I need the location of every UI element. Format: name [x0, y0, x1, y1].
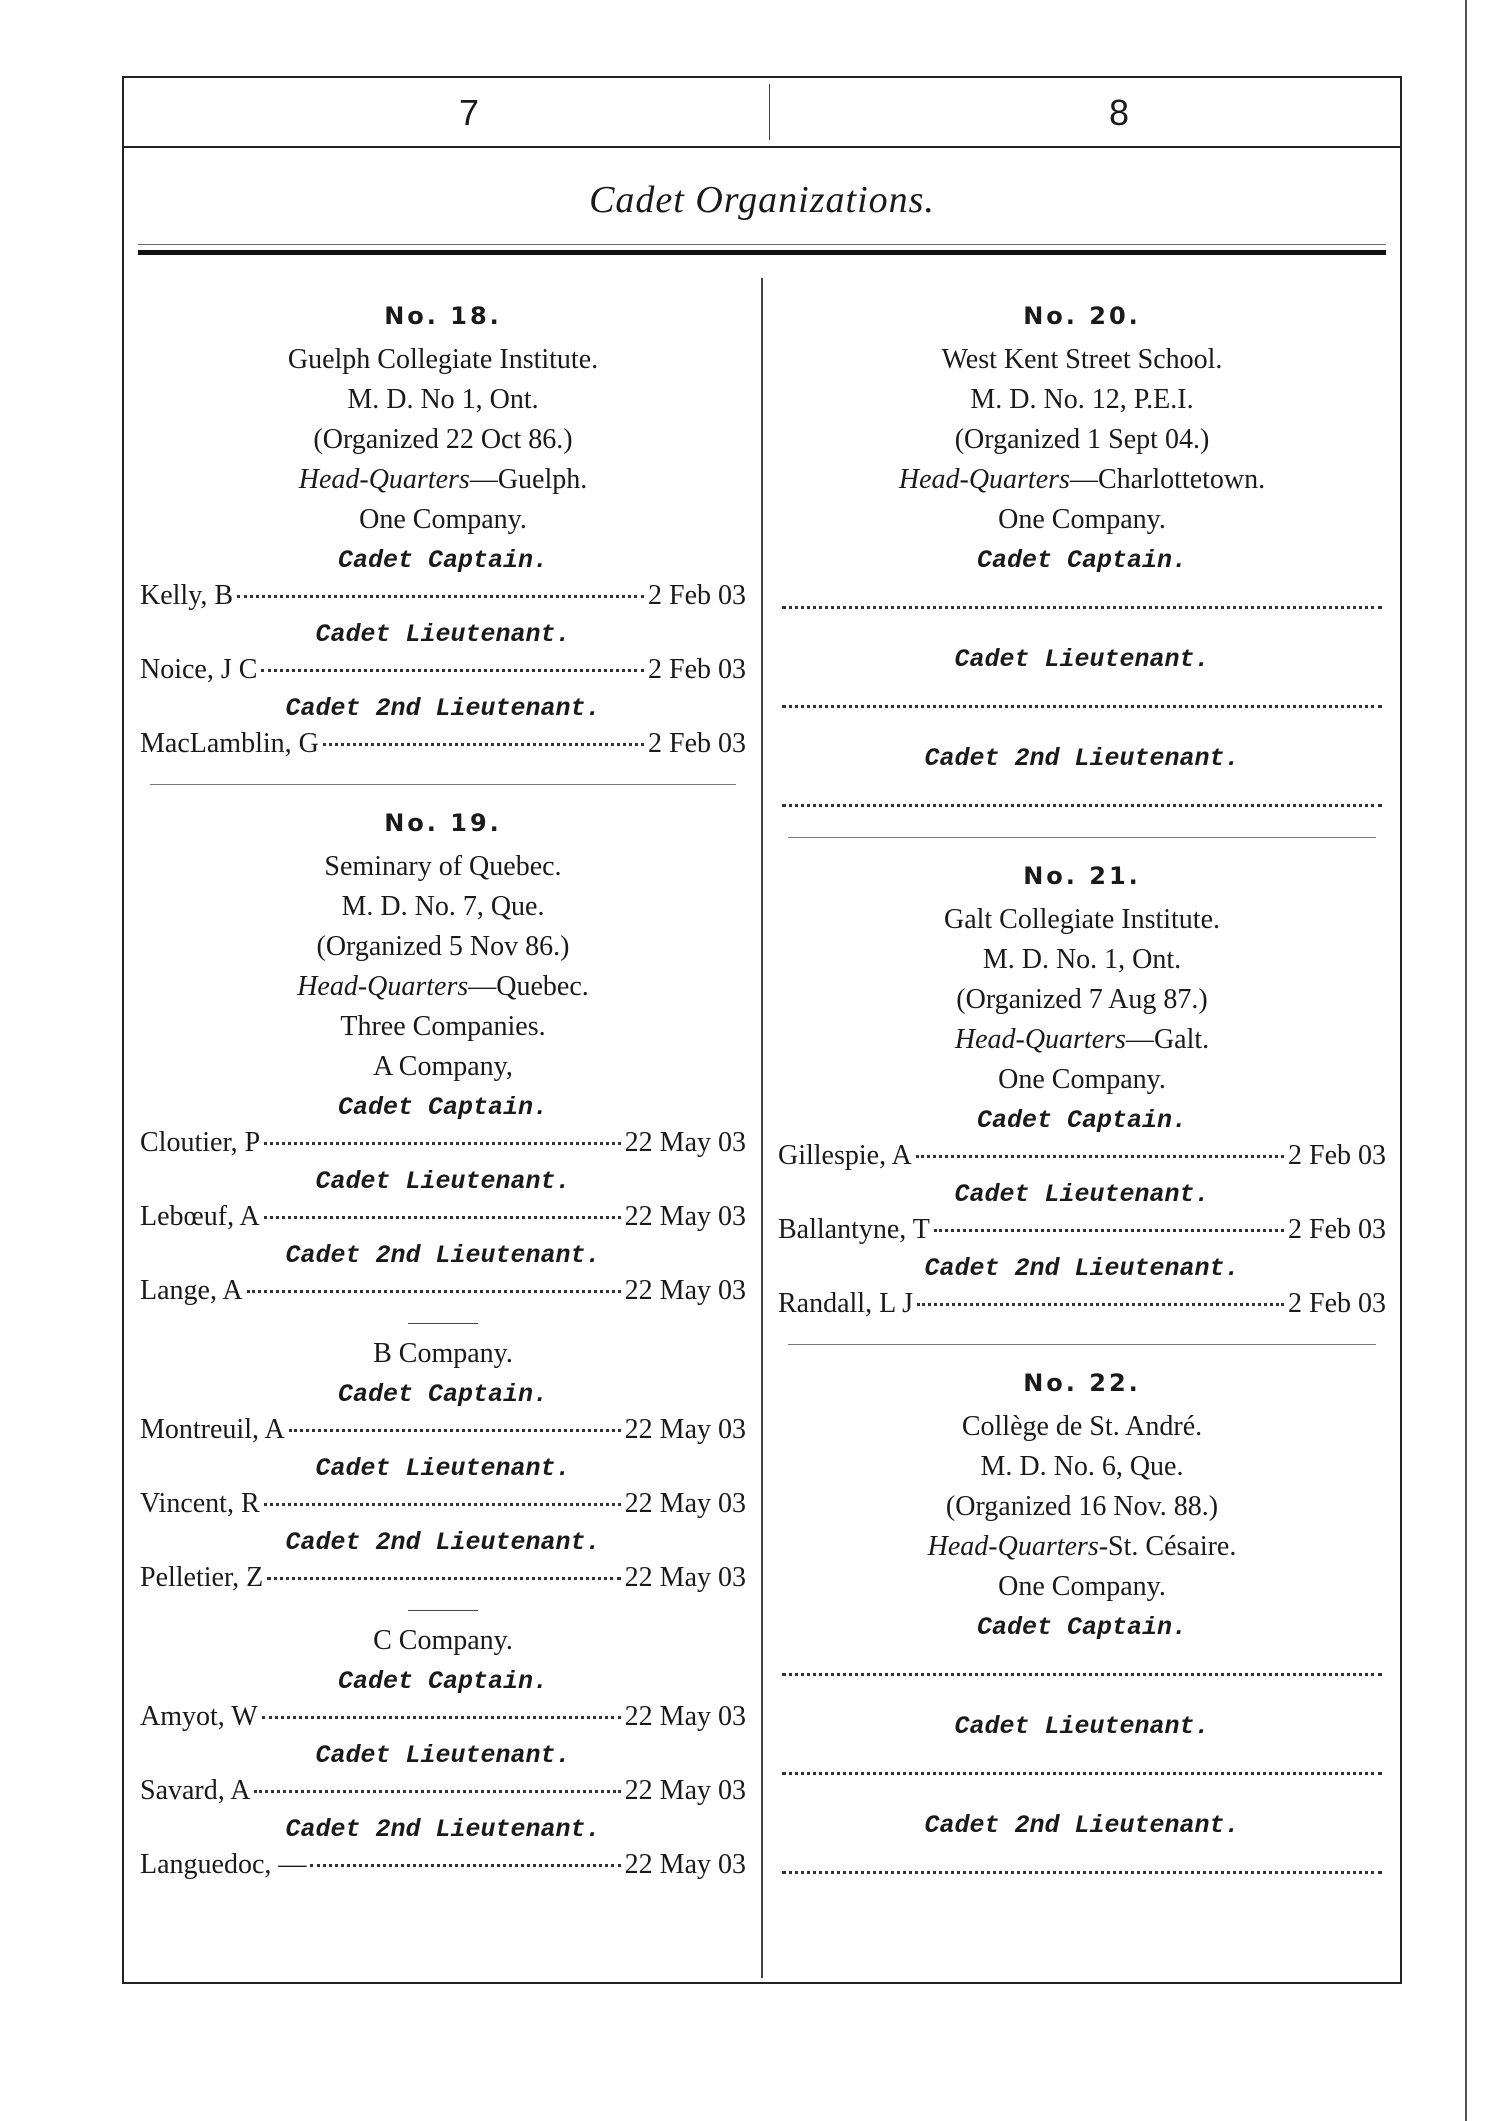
leader-dots [310, 1864, 620, 1867]
commission-date: 22 May 03 [624, 1201, 746, 1232]
role-lieutenant: Cadet Lieutenant. [954, 645, 1210, 674]
unit-name: Galt Collegiate Institute. [943, 904, 1221, 935]
commission-date: 22 May 03 [624, 1701, 746, 1732]
blank-entry-line [782, 1637, 1382, 1676]
unit-organized: (Organized 16 Nov. 88.) [945, 1491, 1219, 1522]
leader-dots [237, 595, 644, 598]
commission-date: 22 May 03 [624, 1488, 746, 1519]
officer-entry [134, 726, 752, 762]
unit-district: M. D. No. 1, Ont. [982, 944, 1182, 975]
heading-rule-thin [138, 244, 1386, 245]
officer-entry [134, 1486, 752, 1522]
unit-district: M. D. No. 6, Que. [980, 1451, 1184, 1482]
leader-dots [262, 1716, 621, 1719]
unit-district: M. D. No 1, Ont. [347, 384, 539, 415]
role-captain: Cadet Captain. [337, 1380, 549, 1409]
officer-name: Amyot, W [140, 1701, 258, 1732]
leader-dots [916, 1155, 1284, 1158]
heading-rule-thick [138, 250, 1386, 255]
commission-date: 22 May 03 [624, 1775, 746, 1806]
page-heading: Cadet Organizations. [589, 179, 935, 221]
blank-entry-line [782, 669, 1382, 708]
unit-number: No. 22. [1023, 1369, 1141, 1397]
unit-block [772, 296, 1392, 815]
officer-name: Languedoc, — [140, 1849, 307, 1880]
unit-separator [788, 837, 1376, 838]
officer-name: Vincent, R [140, 1488, 260, 1519]
page-number-row [124, 78, 1400, 148]
role-captain: Cadet Captain. [337, 546, 549, 575]
commission-date: 22 May 03 [624, 1849, 746, 1880]
officer-entry [134, 1847, 752, 1883]
leader-dots [247, 1290, 621, 1293]
unit-district: M. D. No. 7, Que. [341, 891, 545, 922]
leader-dots [264, 1142, 620, 1145]
unit-name: West Kent Street School. [941, 344, 1223, 375]
role-second-lieutenant: Cadet 2nd Lieutenant. [285, 1815, 601, 1844]
role-second-lieutenant: Cadet 2nd Lieutenant. [285, 1241, 601, 1270]
unit-block [772, 856, 1392, 1322]
leader-dots [267, 1577, 620, 1580]
officer-entry [134, 652, 752, 688]
company-rule [408, 1610, 478, 1611]
officer-name: Lebœuf, A [140, 1201, 260, 1232]
unit-organized: (Organized 22 Oct 86.) [313, 424, 573, 455]
unit-number: No. 19. [384, 809, 502, 837]
role-lieutenant: Cadet Lieutenant. [315, 620, 571, 649]
officer-name: Noice, J C [140, 654, 258, 685]
unit-companies: One Company. [998, 1571, 1166, 1602]
unit-organized: (Organized 7 Aug 87.) [956, 984, 1208, 1015]
officer-name: Kelly, B [140, 580, 234, 611]
hq-place: —Galt. [1125, 1024, 1210, 1055]
company-label: C Company. [373, 1625, 513, 1656]
commission-date: 22 May 03 [624, 1275, 746, 1306]
commission-date: 2 Feb 03 [648, 580, 746, 611]
blank-entry-line [782, 1736, 1382, 1775]
officer-name: Pelletier, Z [140, 1562, 264, 1593]
company-label: A Company, [373, 1051, 513, 1082]
leader-dots [264, 1216, 621, 1219]
role-second-lieutenant: Cadet 2nd Lieutenant. [285, 694, 601, 723]
officer-entry [772, 1286, 1392, 1322]
role-captain: Cadet Captain. [337, 1093, 549, 1122]
role-second-lieutenant: Cadet 2nd Lieutenant. [924, 1811, 1240, 1840]
unit-district: M. D. No. 12, P.E.I. [970, 384, 1194, 415]
spacer [772, 716, 1392, 738]
leader-dots [264, 1503, 621, 1506]
role-captain: Cadet Captain. [976, 1613, 1188, 1642]
hq-label: Head-Quarters [298, 464, 470, 495]
unit-separator [150, 784, 736, 785]
unit-number: No. 18. [384, 302, 502, 330]
spacer [772, 1684, 1392, 1706]
role-lieutenant: Cadet Lieutenant. [954, 1180, 1210, 1209]
page-edge-line [1465, 0, 1467, 2121]
officer-entry [772, 1138, 1392, 1174]
officer-name: Ballantyne, T [778, 1214, 930, 1245]
officer-entry [134, 1199, 752, 1235]
commission-date: 2 Feb 03 [1288, 1288, 1386, 1319]
officer-name: Gillespie, A [778, 1140, 912, 1171]
role-lieutenant: Cadet Lieutenant. [315, 1167, 571, 1196]
officer-name: Cloutier, P [140, 1127, 261, 1158]
unit-headquarters [134, 967, 752, 1007]
unit-headquarters [772, 460, 1392, 500]
hq-place: —Guelph. [469, 464, 588, 495]
hq-place: —Charlottetown. [1069, 464, 1266, 495]
officer-entry [134, 1412, 752, 1448]
role-captain: Cadet Captain. [976, 1106, 1188, 1135]
unit-companies: Three Companies. [340, 1011, 546, 1042]
spacer [772, 617, 1392, 639]
unit-headquarters [134, 460, 752, 500]
unit-block [772, 1363, 1392, 1882]
leader-dots [261, 669, 644, 672]
role-second-lieutenant: Cadet 2nd Lieutenant. [924, 744, 1240, 773]
unit-organized: (Organized 5 Nov 86.) [316, 931, 570, 962]
blank-entry-line [782, 768, 1382, 807]
unit-block [134, 296, 752, 762]
hq-label: Head-Quarters [297, 971, 469, 1002]
unit-separator [788, 1344, 1376, 1345]
page-number-left: 7 [458, 92, 480, 133]
commission-date: 2 Feb 03 [1288, 1140, 1386, 1171]
page-number-divider [769, 84, 770, 140]
officer-entry [134, 578, 752, 614]
unit-headquarters [772, 1527, 1392, 1567]
leader-dots [323, 743, 644, 746]
unit-block [134, 803, 752, 1883]
officer-name: Savard, A [140, 1775, 251, 1806]
role-captain: Cadet Captain. [976, 546, 1188, 575]
company-label: B Company. [373, 1338, 513, 1369]
officer-entry [134, 1560, 752, 1596]
unit-name: Guelph Collegiate Institute. [287, 344, 599, 375]
page-number-right: 8 [1108, 92, 1130, 133]
unit-headquarters [772, 1020, 1392, 1060]
officer-entry [134, 1773, 752, 1809]
role-lieutenant: Cadet Lieutenant. [954, 1712, 1210, 1741]
unit-organized: (Organized 1 Sept 04.) [954, 424, 1210, 455]
officer-entry [134, 1273, 752, 1309]
officer-name: Randall, L J [778, 1288, 914, 1319]
company-rule [408, 1323, 478, 1324]
column-divider [761, 278, 763, 1978]
officer-name: Montreuil, A [140, 1414, 285, 1445]
unit-companies: One Company. [359, 504, 527, 535]
officer-name: MacLamblin, G [140, 728, 319, 759]
role-captain: Cadet Captain. [337, 1667, 549, 1696]
left-column [134, 278, 752, 1883]
hq-label: Head-Quarters [954, 1024, 1126, 1055]
officer-entry [772, 1212, 1392, 1248]
unit-name: Seminary of Quebec. [324, 851, 562, 882]
commission-date: 2 Feb 03 [648, 728, 746, 759]
leader-dots [934, 1229, 1284, 1232]
role-second-lieutenant: Cadet 2nd Lieutenant. [285, 1528, 601, 1557]
register-page [122, 76, 1402, 1984]
officer-entry [134, 1125, 752, 1161]
hq-place: —Quebec. [468, 971, 589, 1002]
commission-date: 22 May 03 [624, 1562, 746, 1593]
commission-date: 22 May 03 [624, 1127, 746, 1158]
officer-name: Lange, A [140, 1275, 243, 1306]
commission-date: 22 May 03 [624, 1414, 746, 1445]
role-second-lieutenant: Cadet 2nd Lieutenant. [924, 1254, 1240, 1283]
leader-dots [917, 1303, 1284, 1306]
hq-label: Head-Quarters [898, 464, 1070, 495]
right-column [772, 278, 1392, 1882]
unit-name: Collège de St. André. [961, 1411, 1203, 1442]
blank-entry-line [782, 1835, 1382, 1874]
role-lieutenant: Cadet Lieutenant. [315, 1454, 571, 1483]
commission-date: 2 Feb 03 [648, 654, 746, 685]
role-lieutenant: Cadet Lieutenant. [315, 1741, 571, 1770]
spacer [772, 1783, 1392, 1805]
blank-entry-line [782, 570, 1382, 609]
hq-place: -St. Césaire. [1098, 1531, 1237, 1562]
unit-number: No. 20. [1023, 302, 1141, 330]
commission-date: 2 Feb 03 [1288, 1214, 1386, 1245]
leader-dots [289, 1429, 621, 1432]
unit-companies: One Company. [998, 1064, 1166, 1095]
hq-label: Head-Quarters [927, 1531, 1099, 1562]
officer-entry [134, 1699, 752, 1735]
leader-dots [254, 1790, 620, 1793]
unit-companies: One Company. [998, 504, 1166, 535]
unit-number: No. 21. [1023, 862, 1141, 890]
